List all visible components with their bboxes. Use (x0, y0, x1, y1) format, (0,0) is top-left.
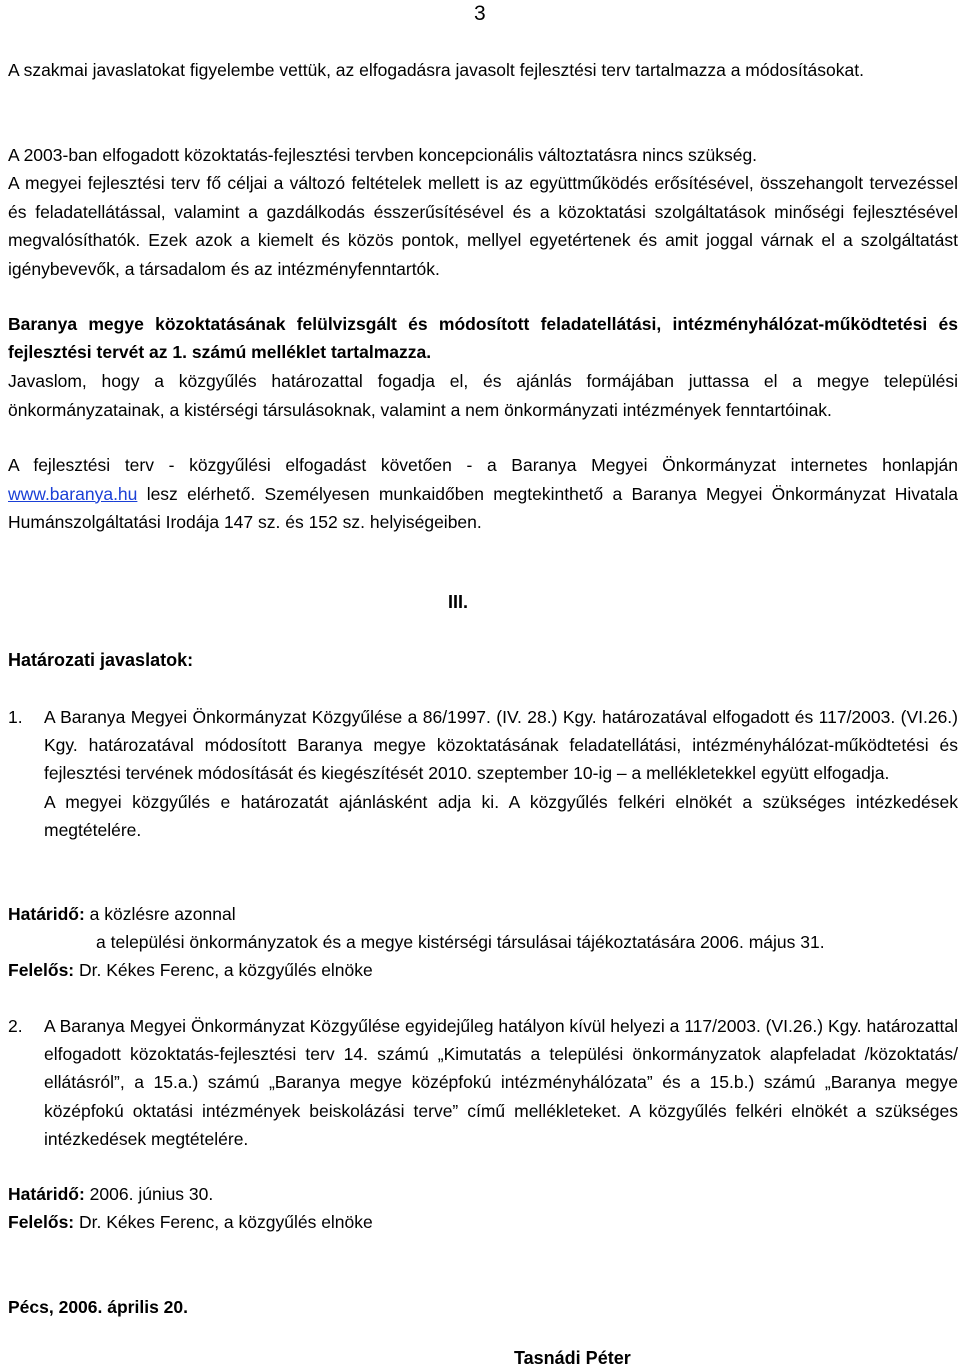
deadline-label: Határidő: (8, 904, 85, 924)
place-and-date: Pécs, 2006. április 20. (8, 1297, 188, 1317)
resolution-item-1 (8, 703, 958, 844)
signatory-name: Tasnádi Péter (514, 1348, 631, 1368)
responsible-2 (8, 1208, 373, 1236)
resolution-heading: Határozati javaslatok: (8, 650, 194, 670)
responsible-label: Felelős: (8, 1212, 75, 1232)
paragraph-2003-plan: A 2003-ban elfogadott közoktatás-fejlesztési tervben koncepcionális változtatásra nincs szükség. (8, 145, 758, 165)
website-link-tld[interactable]: .hu (113, 483, 138, 504)
website-link-domain[interactable]: www.baranya (8, 483, 114, 504)
responsible-value: Dr. Kékes Ferenc, a közgyűlés elnöke (74, 1212, 373, 1232)
responsible-1 (8, 956, 373, 984)
paragraph-recommendations: A szakmai javaslatokat figyelembe vettük, az elfogadásra javasolt fejlesztési terv tartalmazza a módosításokat. (8, 60, 864, 80)
deadline-value: a közlésre azonnal (84, 904, 236, 924)
section-roman-numeral: III. (448, 592, 469, 612)
deadline-value: 2006. június 30. (84, 1184, 214, 1204)
paragraph-proposal: Javaslom, hogy a közgyűlés határozattal fogadja el, és ajánlás formájában juttassa el a megye települési önkormányzatainak, a kistérségi társulásoknak, valamint a nem önkormányzati intézmények fenntartóinak. (8, 371, 958, 420)
responsible-label: Felelős: (8, 960, 75, 980)
deadline-2 (8, 1180, 213, 1208)
item-number: 1. (8, 707, 23, 727)
resolution-item-2 (8, 1012, 958, 1153)
page-number: 3 (474, 2, 486, 25)
item-1-text: A Baranya Megyei Önkormányzat Közgyűlése a 86/1997. (IV. 28.) Kgy. határozatával elfogadott és 117/2003. (VI.26.) Kgy. határozatával módosított Baranya megye közoktatásának feladatellátási, intézményhálózat-működtetési és fejlesztési tervének módosítását és kiegészítését 2010. szeptember 10-ig – a mellékletekkel együtt elfogadja. (44, 707, 958, 784)
deadline-1 (8, 900, 236, 928)
responsible-value: Dr. Kékes Ferenc, a közgyűlés elnöke (74, 960, 373, 980)
deadline-1-second-line: a települési önkormányzatok és a megye kistérségi társulásai tájékoztatására 2006. május 31. (96, 932, 825, 952)
website-text-2: lesz elérhető. Személyesen munkaidőben megtekinthető a Baranya Megyei Önkormányzat Hivatala Humánszolgáltatási Irodája 147 sz. és 152 sz. helyiségeiben. (8, 483, 958, 533)
website-text-1: A fejlesztési terv - közgyűlési elfogadást követően - a Baranya Megyei Önkormányzat internetes honlapján (8, 455, 958, 475)
paragraph-goals: A megyei fejlesztési terv fő céljai a változó feltételek mellett is az együttműködés erősítésével, összehangolt tervezéssel és feladatellátással, valamint a gazdálkodás ésszerűsítésével és a közoktatási szolgáltatások minőségi fejlesztésével megvalósíthatók. Ezek azok a kiemelt és közös pontok, mellyel egyetértenek és amit joggal várnak el a szolgáltatást igénybevevők, a társadalom és az intézményfenntartók. (8, 173, 958, 279)
item-2-text: A Baranya Megyei Önkormányzat Közgyűlése egyidejűleg hatályon kívül helyezi a 117/2003. (VI.26.) Kgy. határozattal elfogadott közoktatás-fejlesztési terv 14. számú „Kimutatás a települési önkormányzatok alapfeladat /közoktatás/ ellátásról”, a 15.a.) számú „Baranya megye középfokú intézményhálózata” és a 15.b.) számú „Baranya megye középfokú oktatási intézmények beiskolázási terve” című mellékleteket. A közgyűlés felkéri elnökét a szükséges intézkedések megtételére. (44, 1016, 958, 1149)
item-1-text-2: A megyei közgyűlés e határozatát ajánlásként adja ki. A közgyűlés felkéri elnökét a szükséges intézkedések megtételére. (44, 791, 958, 840)
website-link[interactable] (8, 484, 137, 504)
paragraph-website (8, 451, 958, 537)
paragraph-annex-bold: Baranya megye közoktatásának felülvizsgált és módosított feladatellátási, intézményhálózat-működtetési és fejlesztési tervét az 1. számú melléklet tartalmazza. (8, 314, 958, 362)
deadline-label: Határidő: (8, 1184, 85, 1204)
item-number: 2. (8, 1016, 23, 1036)
